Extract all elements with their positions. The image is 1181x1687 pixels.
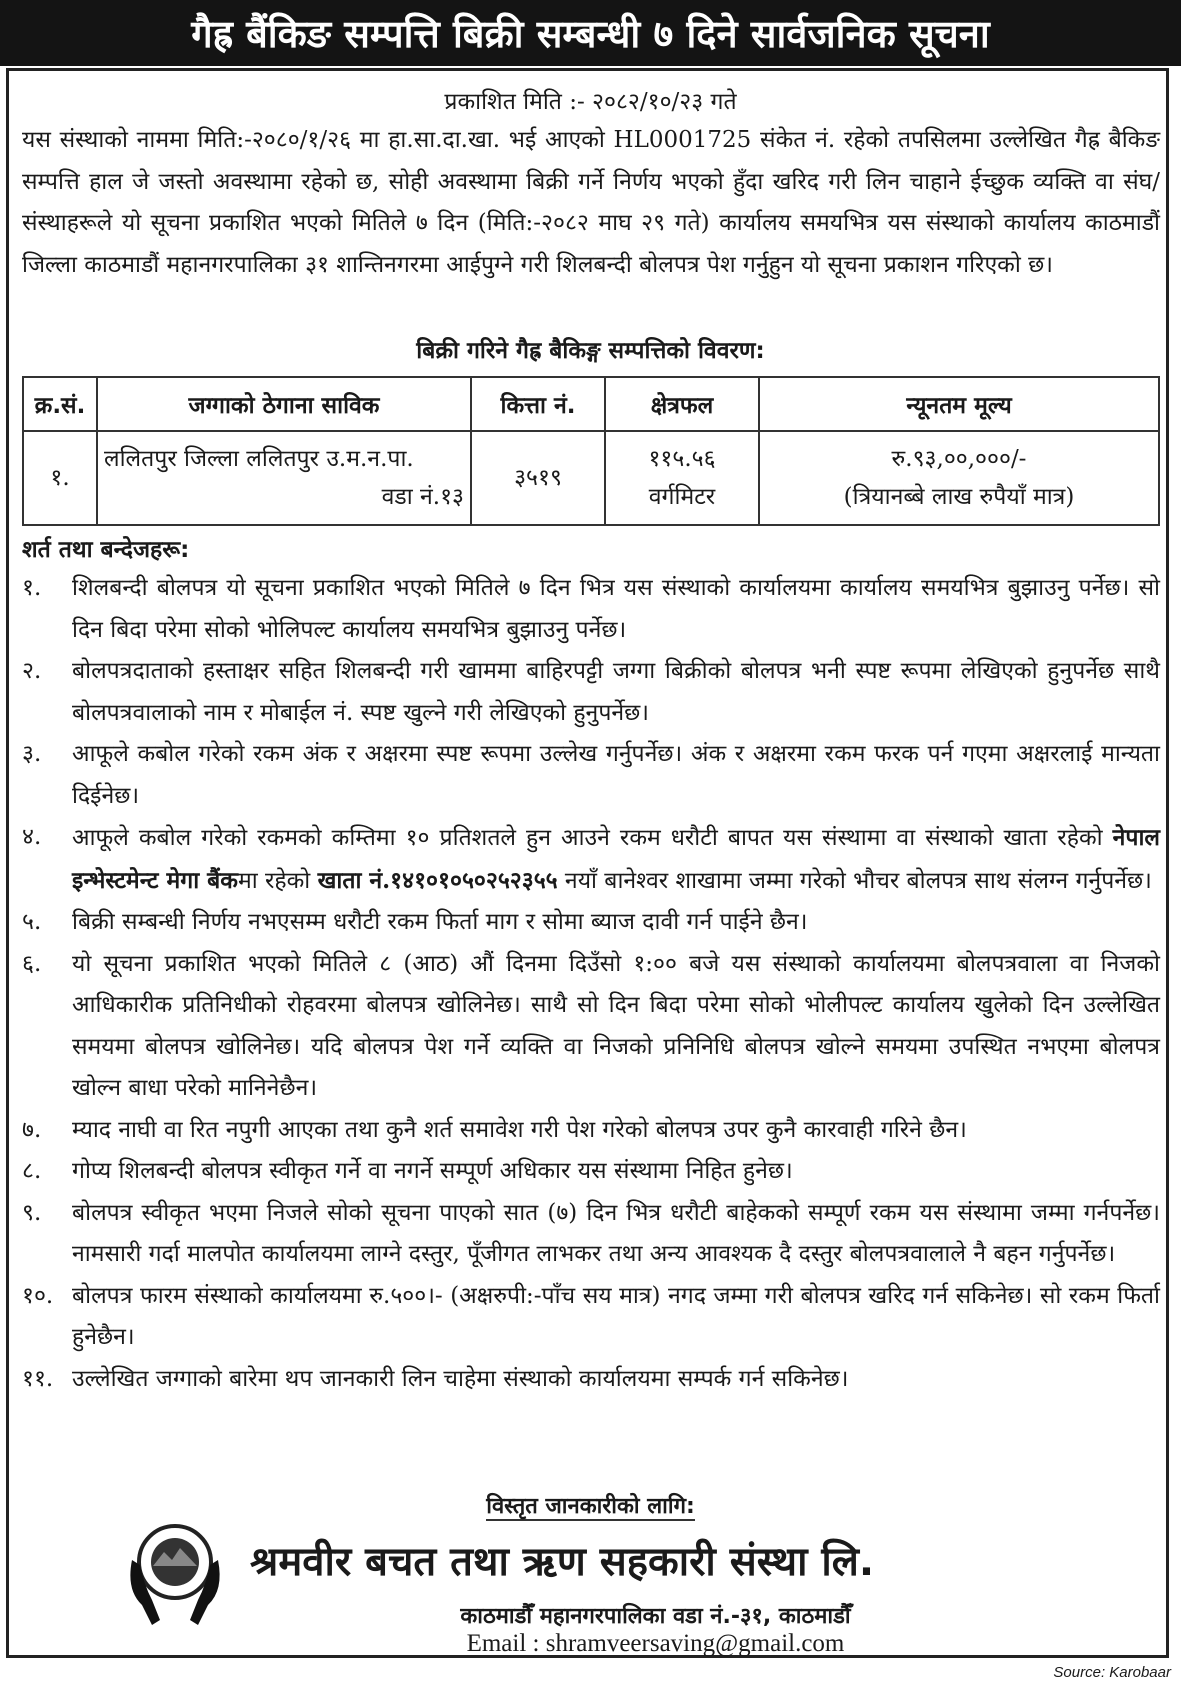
term-text-part: मा रहेको <box>237 867 318 894</box>
term-text-part: नयाँ बानेश्वर शाखामा जम्मा गरेको भौचर बोलपत्र साथ संलग्न गर्नुपर्नेछ। <box>557 867 1152 894</box>
term-item <box>22 902 1160 944</box>
term-item <box>22 568 1160 651</box>
cell-sn: १. <box>23 431 97 525</box>
term-item <box>22 734 1160 817</box>
table-header-row <box>23 377 1159 431</box>
price-words: (त्रियानब्बे लाख रुपैयाँ मात्र) <box>843 484 1075 510</box>
terms-heading: शर्त तथा बन्देजहरू: <box>22 537 190 563</box>
cell-area <box>605 431 759 525</box>
term-number: ३. <box>22 741 42 767</box>
table-heading: बिक्री गरिने गैह्र बैकिङ्ग सम्पत्तिको विवरण: <box>416 338 765 364</box>
term-number: ७. <box>22 1116 42 1143</box>
term-number: ८. <box>22 1158 42 1184</box>
for-info-text: विस्तृत जानकारीको लागि: <box>486 1494 695 1519</box>
term-number: १. <box>22 575 42 601</box>
term-item <box>22 651 1160 734</box>
area-value: ११५.५६ <box>648 446 716 472</box>
cell-address <box>97 431 471 525</box>
cell-kitta: ३५१९ <box>471 431 605 525</box>
bank-name: नेपाल इन्भेस्टमेन्ट मेगा बैंक <box>72 824 1160 894</box>
term-number: ९. <box>22 1199 42 1226</box>
account-number: खाता नं.१४१०१०५०२५२३५५ <box>317 866 558 894</box>
for-info-label <box>0 1490 1181 1520</box>
term-number: ६. <box>22 950 42 977</box>
term-item <box>22 1110 1160 1152</box>
col-sn: क्र.सं. <box>23 377 97 431</box>
col-price: न्यूनतम मूल्य <box>759 377 1159 431</box>
price-value: रु.९३,००,०००/- <box>891 446 1027 472</box>
term-number: ११. <box>22 1365 54 1392</box>
term-item <box>22 817 1160 902</box>
area-unit: वर्गमिटर <box>648 484 716 510</box>
term-item <box>22 944 1160 1110</box>
term-text: यो सूचना प्रकाशित भएको मितिले ८ (आठ) औं दिनमा दिउँसो १:०० बजे यस संस्थाको कार्यालयमा बोलपत्रवाला वा निजको आधिकारीक प्रतिनिधीको रोहवरमा बोलपत्र खोलिनेछ। साथै सो दिन बिदा परेमा सोको भोलीपल्ट कार्यालय खुलेको दिन उल्लेखित समयमा बोलपत्र खोलिनेछ। यदि बोलपत्र पेश गर्ने व्यक्ति वा निजको प्रनिनिधि बोलपत्र खोल्ने समयमा उपस्थित नभएमा बोलपत्र खोल्न बाधा परेको मानिनेछैन। <box>72 950 1160 1101</box>
organization-email: Email : shramveersaving@gmail.com <box>466 1630 845 1657</box>
organization-name: श्रमवीर बचत तथा ऋण सहकारी संस्था लि. <box>250 1539 875 1585</box>
terms-list <box>22 568 1160 1400</box>
col-kitta: कित्ता नं. <box>471 377 605 431</box>
term-text: गोप्य शिलबन्दी बोलपत्र स्वीकृत गर्ने वा नगर्ने सम्पूर्ण अधिकार यस संस्थामा निहित हुनेछ। <box>72 1158 793 1184</box>
notice-title: गैह्र बैंकिङ सम्पत्ति बिक्री सम्बन्धी ७ दिने सार्वजनिक सूचना <box>0 0 1181 66</box>
address-line1: ललितपुर जिल्ला ललितपुर उ.म.न.पा. <box>104 446 414 472</box>
term-text: शिलबन्दी बोलपत्र यो सूचना प्रकाशित भएको मितिले ७ दिन भित्र यस संस्थाको कार्यालयमा कार्यालय समयभित्र बुझाउनु पर्नेछ। सो दिन बिदा परेमा सोको भोलिपल्ट कार्यालय समयभित्र बुझाउनु पर्नेछ। <box>72 575 1160 643</box>
term-text: उल्लेखित जग्गाको बारेमा थप जानकारी लिन चाहेमा संस्थाको कार्यालयमा सम्पर्क गर्न सकिनेछ। <box>72 1365 849 1392</box>
term-text: बोलपत्र स्वीकृत भएमा निजले सोको सूचना पाएको सात (७) दिन भित्र धरौटी बाहेकको सम्पूर्ण रकम यस संस्थामा जम्मा गर्नपर्नेछ। नामसारी गर्दा मालपोत कार्यालयमा लाग्ने दस्तुर, पूँजीगत लाभकर तथा अन्य आवश्यक दै दस्तुर बोलपत्रवालाले नै बहन गर्नुपर्नेछ। <box>72 1199 1160 1267</box>
term-text: आफूले कबोल गरेको रकम अंक र अक्षरमा स्पष्ट रूपमा उल्लेख गर्नुपर्नेछ। अंक र अक्षरमा रकम फरक पर्न गएमा अक्षरलाई मान्यता दिईनेछ। <box>72 741 1160 809</box>
table-row <box>23 431 1159 525</box>
col-address: जग्गाको ठेगाना साविक <box>97 377 471 431</box>
source-credit: Source: Karobaar <box>1053 1664 1171 1681</box>
col-area: क्षेत्रफल <box>605 377 759 431</box>
term-text: बोलपत्र फारम संस्थाको कार्यालयमा रु.५००।- (अक्षरुपी:-पाँच सय मात्र) नगद जम्मा गरी बोलपत्र खरिद गर्न सकिनेछ। सो रकम फिर्ता हुनेछैन। <box>72 1282 1160 1350</box>
term-text: बोलपत्रदाताको हस्ताक्षर सहित शिलबन्दी गरी खाममा बाहिरपट्टी जग्गा बिक्रीको बोलपत्र भनी स्पष्ट रूपमा लेखिएको हुनुपर्नेछ साथै बोलपत्रवालाको नाम र मोबाईल नं. स्पष्ट खुल्ने गरी लेखिएको हुनुपर्नेछ। <box>72 658 1160 726</box>
term-text <box>72 817 1160 902</box>
intro-paragraph: यस संस्थाको नाममा मिति:-२०८०/१/२६ मा हा.सा.दा.खा. भई आएको HL0001725 संकेत नं. रहेको तपसिलमा उल्लेखित गैह्र बैकिङ सम्पत्ति हाल जे जस्तो अवस्थामा रहेको छ, सोही अवस्थामा बिक्री गर्ने निर्णय भएको हुँदा खरिद गरी लिन चाहाने ईच्छुक व्यक्ति वा संघ/संस्थाहरूले यो सूचना प्रकाशित भएको मितिले ७ दिन (मिति:-२०८२ माघ २९ गते) कार्यालय समयभित्र यस संस्थाको कार्यालय काठमाडौं जिल्ला काठमाडौं महानगरपालिका ३१ शान्तिनगरमा आईपुग्ने गरी शिलबन्दी बोलपत्र पेश गर्नुहुन यो सूचना प्रकाशन गरिएको छ। <box>22 127 1160 278</box>
term-number: ४. <box>22 824 42 850</box>
cell-price <box>759 431 1159 525</box>
term-number: ५. <box>22 909 42 935</box>
term-text: म्याद नाघी वा रित नपुगी आएका तथा कुनै शर्त समावेश गरी पेश गरेको बोलपत्र उपर कुनै कारवाही गरिने छैन। <box>72 1116 967 1143</box>
published-date: प्रकाशित मिति :- २०८२/१०/२३ गते <box>444 89 737 115</box>
term-item <box>22 1193 1160 1276</box>
term-number: १०. <box>22 1282 54 1309</box>
term-item <box>22 1359 1160 1401</box>
term-number: २. <box>22 658 42 684</box>
term-item <box>22 1276 1160 1359</box>
address-line2: वडा नं.१३ <box>381 484 464 510</box>
term-text-part: आफूले कबोल गरेको रकमको कम्तिमा १० प्रतिशतले हुन आउने रकम धरौटी बापत यस संस्थामा वा संस्थाको खाता रहेको <box>72 825 1113 851</box>
term-item <box>22 1151 1160 1193</box>
term-text: बिक्री सम्बन्धी निर्णय नभएसम्म धरौटी रकम फिर्ता माग र सोमा ब्याज दावी गर्न पाईने छैन। <box>72 909 808 935</box>
organization-address: काठमाडौँ महानगरपालिका वडा नं.-३१, काठमाडौँ <box>460 1604 851 1629</box>
property-table <box>22 376 1160 526</box>
